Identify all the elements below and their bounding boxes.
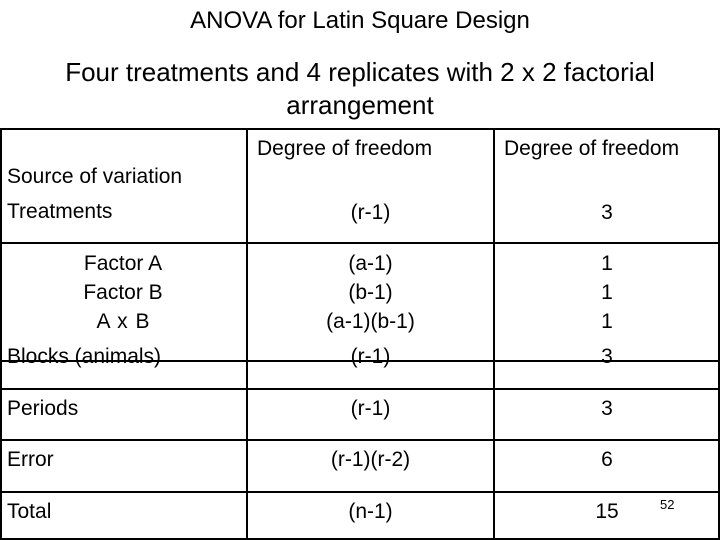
page-title: ANOVA for Latin Square Design	[190, 7, 530, 34]
subtitle-line-1: Four treatments and 4 replicates with 2 x 2 factorial	[65, 57, 655, 87]
anova-table	[0, 128, 720, 540]
df-value-treatments: 3	[601, 201, 613, 224]
df-value-factor-b: 1	[601, 281, 613, 304]
row-divider	[0, 388, 720, 390]
source-periods: Periods	[7, 397, 79, 420]
df-value-blocks: 3	[601, 345, 613, 368]
row-divider	[0, 439, 720, 441]
df-formula-blocks: (r-1)	[350, 345, 391, 368]
column-divider	[493, 128, 495, 540]
df-formula-factor-b: (b-1)	[348, 281, 393, 304]
table-top-border	[0, 128, 720, 130]
subtitle-line-2: arrangement	[286, 90, 434, 120]
df-value-periods: 3	[601, 397, 613, 420]
source-error: Error	[7, 448, 54, 471]
page-number: 52	[660, 497, 675, 512]
source-total: Total	[7, 500, 52, 523]
source-treatments: Treatments	[7, 200, 113, 223]
header-degree-of-freedom-formula: Degree of freedom	[257, 137, 433, 160]
source-factor-b: Factor B	[83, 281, 163, 304]
source-a-x-b: A x B	[96, 310, 150, 333]
df-value-total: 15	[595, 500, 619, 523]
row-divider	[0, 242, 720, 244]
source-factor-a: Factor A	[83, 252, 163, 275]
df-formula-error: (r-1)(r-2)	[330, 448, 411, 471]
df-value-factor-a: 1	[601, 252, 613, 275]
df-formula-treatments: (r-1)	[350, 201, 391, 224]
header-source-of-variation: Source of variation	[7, 165, 183, 188]
header-degree-of-freedom-value: Degree of freedom	[504, 137, 680, 160]
df-formula-periods: (r-1)	[350, 397, 391, 420]
df-formula-total: (n-1)	[348, 500, 393, 523]
row-divider	[0, 491, 720, 493]
source-blocks: Blocks (animals)	[7, 345, 162, 368]
df-value-a-x-b: 1	[601, 310, 613, 333]
table-left-border	[0, 128, 2, 540]
df-value-error: 6	[601, 448, 613, 471]
df-formula-a-x-b: (a-1)(b-1)	[326, 310, 415, 333]
page-subtitle	[0, 56, 720, 122]
df-formula-factor-a: (a-1)	[348, 252, 393, 275]
